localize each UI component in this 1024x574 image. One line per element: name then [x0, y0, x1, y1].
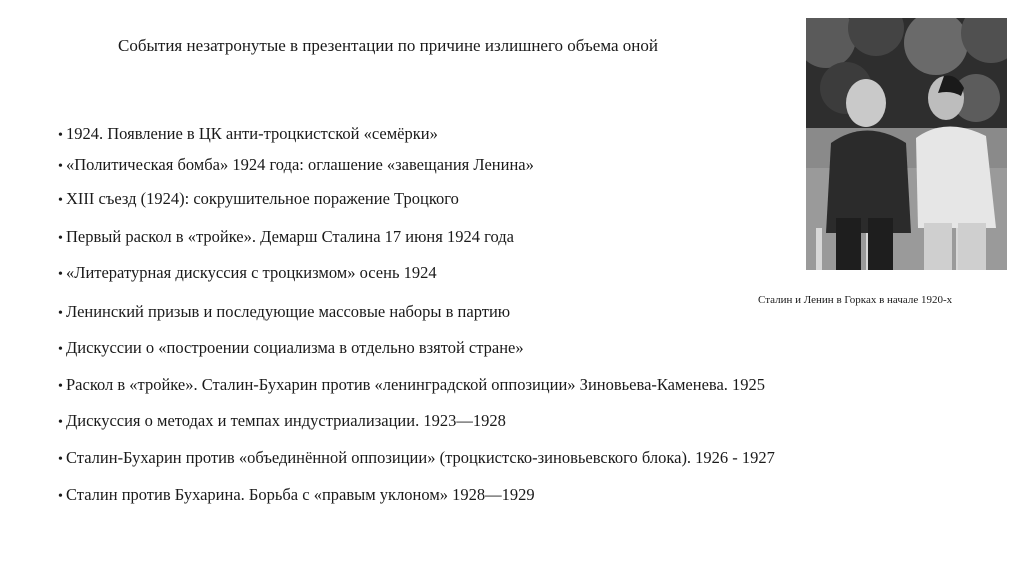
list-item — [58, 411, 506, 433]
list-item-text: Первый раскол в «тройке». Демарш Сталина 17 июня 1924 года — [66, 227, 514, 246]
list-item — [58, 189, 459, 211]
list-item-text: XIII съезд (1924): сокрушительное поражение Троцкого — [66, 189, 459, 208]
bullet-icon: • — [58, 379, 63, 394]
bullet-icon: • — [58, 342, 63, 357]
list-item — [58, 448, 775, 470]
list-item — [58, 485, 535, 507]
list-item-text: «Литературная дискуссия с троцкизмом» осень 1924 — [66, 263, 437, 282]
bullet-icon: • — [58, 193, 63, 208]
list-item-text: 1924. Появление в ЦК анти-троцкистской «семёрки» — [66, 124, 438, 143]
bullet-icon: • — [58, 267, 63, 282]
bullet-icon: • — [58, 452, 63, 467]
list-item — [58, 155, 534, 177]
bullet-icon: • — [58, 231, 63, 246]
slide-title: События незатронутые в презентации по причине излишнего объема оной — [118, 36, 658, 55]
list-item-text: Дискуссии о «построении социализма в отдельно взятой стране» — [66, 338, 524, 357]
photo-caption: Сталин и Ленин в Горках в начале 1920-х — [758, 294, 953, 306]
historical-photo — [806, 18, 1007, 270]
bullet-icon: • — [58, 306, 63, 321]
list-item-text: Ленинский призыв и последующие массовые наборы в партию — [66, 302, 511, 321]
list-item — [58, 375, 765, 397]
list-item-text: Раскол в «тройке». Сталин-Бухарин против «ленинградской оппозиции» Зиновьева-Каменева. 1925 — [66, 375, 766, 394]
bullet-icon: • — [58, 489, 63, 504]
list-item — [58, 227, 514, 249]
list-item-text: Дискуссия о методах и темпах индустриализации. 1923—1928 — [66, 411, 506, 430]
list-item — [58, 302, 510, 324]
bullet-icon: • — [58, 415, 63, 430]
list-item — [58, 338, 524, 360]
list-item-text: «Политическая бомба» 1924 года: оглашение «завещания Ленина» — [66, 155, 534, 174]
list-item-text: Сталин-Бухарин против «объединённой оппозиции» (троцкистско-зиновьевского блока). 1926 - 1927 — [66, 448, 775, 467]
list-item — [58, 263, 437, 285]
bullet-icon: • — [58, 128, 63, 143]
bullet-icon: • — [58, 159, 63, 174]
list-item — [58, 124, 438, 146]
list-item-text: Сталин против Бухарина. Борьба с «правым уклоном» 1928—1929 — [66, 485, 535, 504]
